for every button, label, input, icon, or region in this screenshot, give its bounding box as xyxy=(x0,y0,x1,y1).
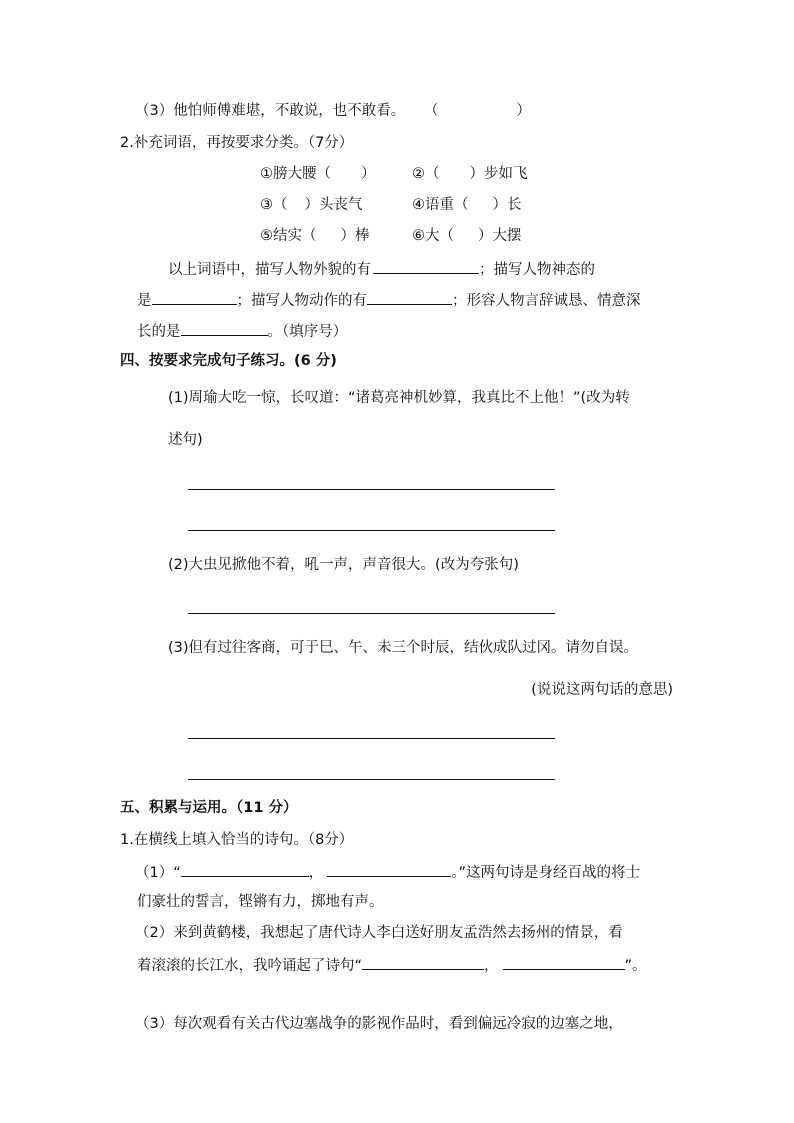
classify-line-1 xyxy=(168,258,595,280)
appearance-blank[interactable] xyxy=(373,258,479,274)
classify-speech-label: ；形容人物言辞诚恳、情意深 xyxy=(452,293,641,309)
poem-1-desc: 。”这两句诗是身经百战的将士 xyxy=(451,865,641,881)
answer-line[interactable] xyxy=(188,489,555,490)
word-5-text: ⑤结实（ xyxy=(260,228,317,244)
word-1-close: ） xyxy=(361,166,376,182)
answer-line[interactable] xyxy=(188,738,555,739)
word-4 xyxy=(412,195,522,215)
answer-paren-open: （ xyxy=(423,103,439,119)
poem-3-line-1: （3）每次观看有关古代边塞战争的影视作品时，看到偏远冷寂的边塞之地， xyxy=(135,1016,623,1032)
answer-line[interactable] xyxy=(188,779,555,780)
classify-expression-label: ；描写人物神态的 xyxy=(479,262,595,278)
question-2-title: 2.补充词语，再按要求分类。（7分） xyxy=(120,135,354,151)
answer-line[interactable] xyxy=(188,613,555,614)
word-5 xyxy=(260,226,370,246)
poem-1-comma: ， xyxy=(308,865,324,881)
word-3-text: ③（ xyxy=(260,197,288,213)
word-1 xyxy=(260,164,376,184)
classify-line-3 xyxy=(137,320,347,342)
s4-question-1-line-2: 述句) xyxy=(168,432,203,448)
s5-question-1-title: 1.在横线上填入恰当的诗句。（8分） xyxy=(120,832,354,848)
s4-question-1-line-1: (1)周瑜大吃一惊，长叹道：“诸葛亮神机妙算，我真比不上他！”(改为转 xyxy=(168,390,630,406)
poem-2-blank-2[interactable] xyxy=(503,954,625,970)
word-3 xyxy=(260,195,363,215)
poem-1-blank-1[interactable] xyxy=(181,861,309,877)
classify-appearance-label: 以上词语中，描写人物外貌的有 xyxy=(168,262,371,278)
poem-2-close: ”。 xyxy=(624,958,647,974)
word-2-close: ）步如飞 xyxy=(469,166,528,182)
poem-2-comma: ， xyxy=(484,958,499,974)
word-3-close: ）头丧气 xyxy=(304,197,363,213)
word-6 xyxy=(412,226,522,246)
item-3-line xyxy=(135,101,531,121)
answer-line[interactable] xyxy=(188,530,555,531)
classify-action-label: ；描写人物动作的有 xyxy=(236,293,367,309)
classify-is-label: 是 xyxy=(137,293,152,309)
action-blank[interactable] xyxy=(367,289,452,305)
section-5-heading: 五、积累与运用。（11 分） xyxy=(120,800,298,816)
s4-question-3-line-1: (3)但有过往客商，可于巳、午、未三个时辰，结伙成队过冈。请勿自误。 xyxy=(168,640,639,656)
poem-1-line-2: 们豪壮的誓言，铿锵有力，掷地有声。 xyxy=(137,894,384,910)
s4-question-3-line-2: (说说这两句话的意思) xyxy=(531,682,673,698)
word-4-text: ④语重（ xyxy=(412,197,469,213)
poem-1-line-1 xyxy=(135,861,640,883)
word-4-close: ）长 xyxy=(492,197,522,213)
word-6-close: ）大摆 xyxy=(478,228,522,244)
word-6-text: ⑥大（ xyxy=(412,228,454,244)
poem-2-line-1: （2）来到黄鹤楼，我想起了唐代诗人李白送好朋友孟浩然去扬州的情景，看 xyxy=(135,925,623,941)
classify-speech-label-2: 长的是 xyxy=(137,324,181,340)
poem-1-blank-2[interactable] xyxy=(327,861,451,877)
section-4-heading: 四、按要求完成句子练习。(6 分) xyxy=(120,353,337,369)
word-5-close: ）棒 xyxy=(340,228,370,244)
word-2 xyxy=(412,164,528,184)
word-1-text: ①膀大腰（ xyxy=(260,166,331,182)
speech-blank[interactable] xyxy=(181,320,268,336)
answer-paren-close: ） xyxy=(516,103,531,119)
classify-line-2 xyxy=(137,289,641,311)
poem-1-open: （1）“ xyxy=(135,865,181,881)
poem-2-text: 着滚滚的长江水，我吟诵起了诗句“ xyxy=(137,958,363,974)
poem-2-blank-1[interactable] xyxy=(362,954,484,970)
word-2-text: ②（ xyxy=(412,166,440,182)
item-3-text: （3）他怕师傅难堪，不敢说，也不敢看。 xyxy=(135,103,406,119)
s4-question-2: (2)大虫见掀他不着，吼一声，声音很大。(改为夸张句) xyxy=(168,557,519,573)
fill-number-note: 。（填序号） xyxy=(267,324,348,340)
poem-2-line-2 xyxy=(137,954,647,976)
expression-blank[interactable] xyxy=(152,289,237,305)
